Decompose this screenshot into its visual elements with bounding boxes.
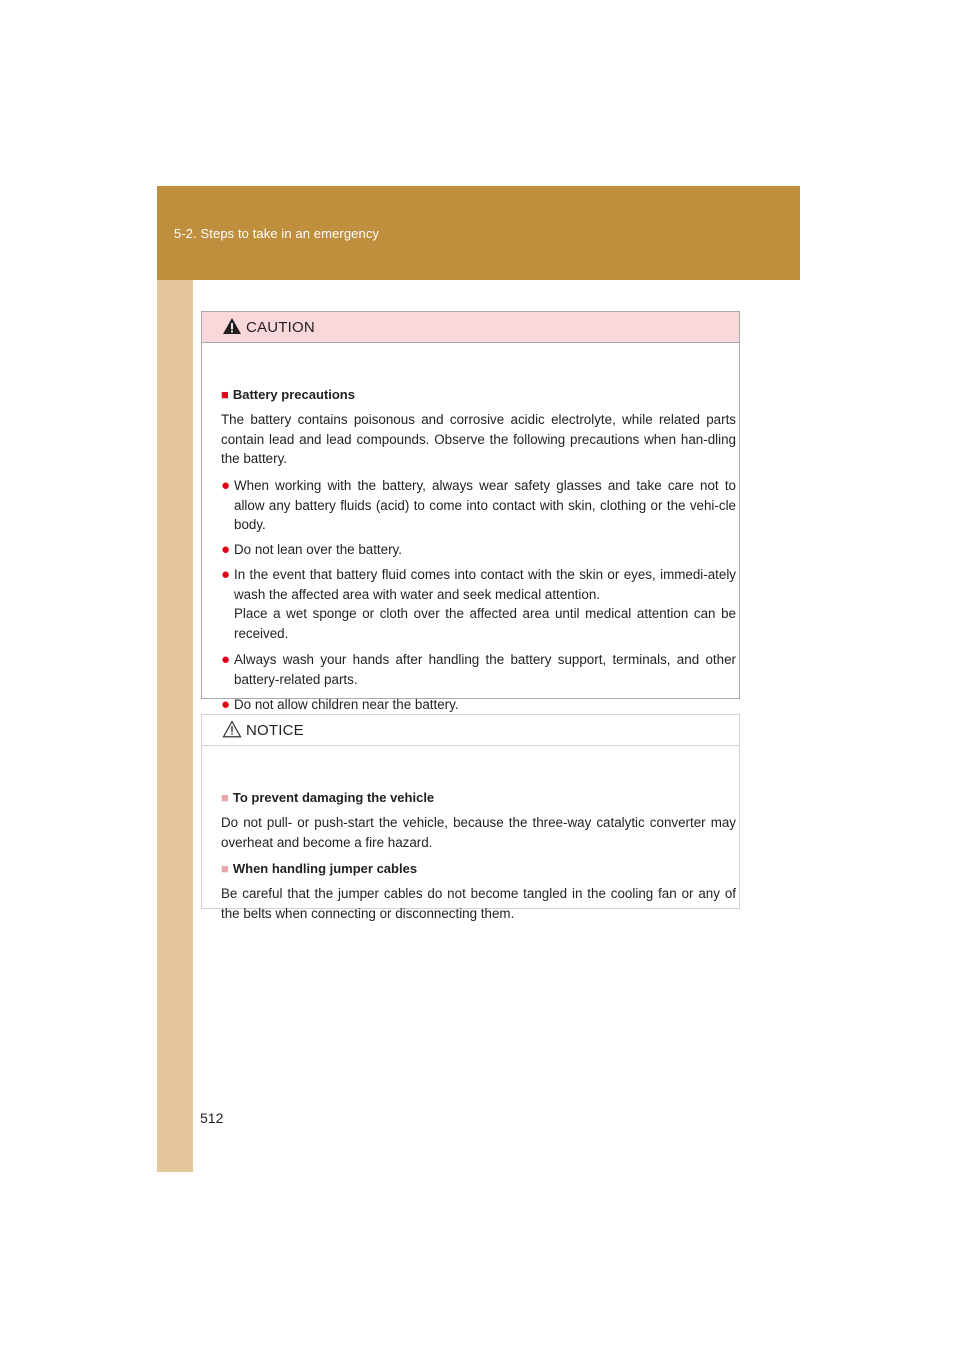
square-bullet-icon: ■ xyxy=(221,387,229,402)
caution-bullet-text: Do not allow children near the battery. xyxy=(234,697,459,712)
caution-section-title: Battery precautions xyxy=(232,387,355,402)
caution-bullet xyxy=(221,695,736,715)
notice-section-text: Do not pull- or push-start the vehicle, because the three-way catalytic converter may overheat and become a fire hazard. xyxy=(221,815,736,850)
caution-box xyxy=(201,311,740,713)
page-number: 512 xyxy=(200,1110,224,1126)
square-bullet-icon: ■ xyxy=(221,790,229,805)
caution-label: CAUTION xyxy=(246,319,315,336)
notice-label: NOTICE xyxy=(246,722,304,739)
warning-icon xyxy=(222,317,242,335)
caution-bullet xyxy=(221,650,736,689)
notice-section-title: To prevent damaging the vehicle xyxy=(232,790,435,805)
warning-outline-icon xyxy=(222,720,242,738)
caution-bullet xyxy=(221,540,736,560)
notice-section-title: When handling jumper cables xyxy=(232,861,418,876)
bullet-dot-icon: ● xyxy=(221,541,231,558)
caution-bullet-text: Place a wet sponge or cloth over the affected area until medical attention can be received. xyxy=(234,606,736,641)
notice-box xyxy=(201,714,740,921)
caution-bullet-text: In the event that battery fluid comes into contact with the skin or eyes, immedi-ately wash the affected area with water and seek medical attention. xyxy=(234,567,736,602)
caution-bullet-text: Always wash your hands after handling the battery support, terminals, and other battery-related parts. xyxy=(234,652,736,687)
caution-intro: The battery contains poisonous and corrosive acidic electrolyte, while related parts contain lead and lead compounds. Observe the following precautions when han-dling the battery. xyxy=(221,412,736,466)
caution-bullet-text: When working with the battery, always wear safety glasses and take care not to allow any battery fluids (acid) to come into contact with skin, clothing or the vehi-cle body. xyxy=(234,478,736,532)
page-header xyxy=(157,186,800,280)
caution-section-heading xyxy=(221,387,355,402)
caution-bullet xyxy=(221,565,736,643)
bullet-dot-icon: ● xyxy=(221,477,231,494)
bullet-dot-icon: ● xyxy=(221,651,231,668)
bullet-dot-icon: ● xyxy=(221,566,231,583)
notice-section-text: Be careful that the jumper cables do not become tangled in the cooling fan or any of the belts when connecting or disconnecting them. xyxy=(221,886,736,921)
notice-header xyxy=(202,715,739,746)
caution-header xyxy=(202,312,739,343)
square-bullet-icon: ■ xyxy=(221,861,229,876)
caution-bullet-text: Do not lean over the battery. xyxy=(234,542,402,557)
page-sidebar-tab xyxy=(157,186,193,1172)
caution-bullet xyxy=(221,476,736,535)
notice-section-heading xyxy=(221,861,417,876)
bullet-dot-icon: ● xyxy=(221,696,231,713)
notice-section-heading xyxy=(221,790,434,805)
section-title: 5-2. Steps to take in an emergency xyxy=(174,226,380,241)
